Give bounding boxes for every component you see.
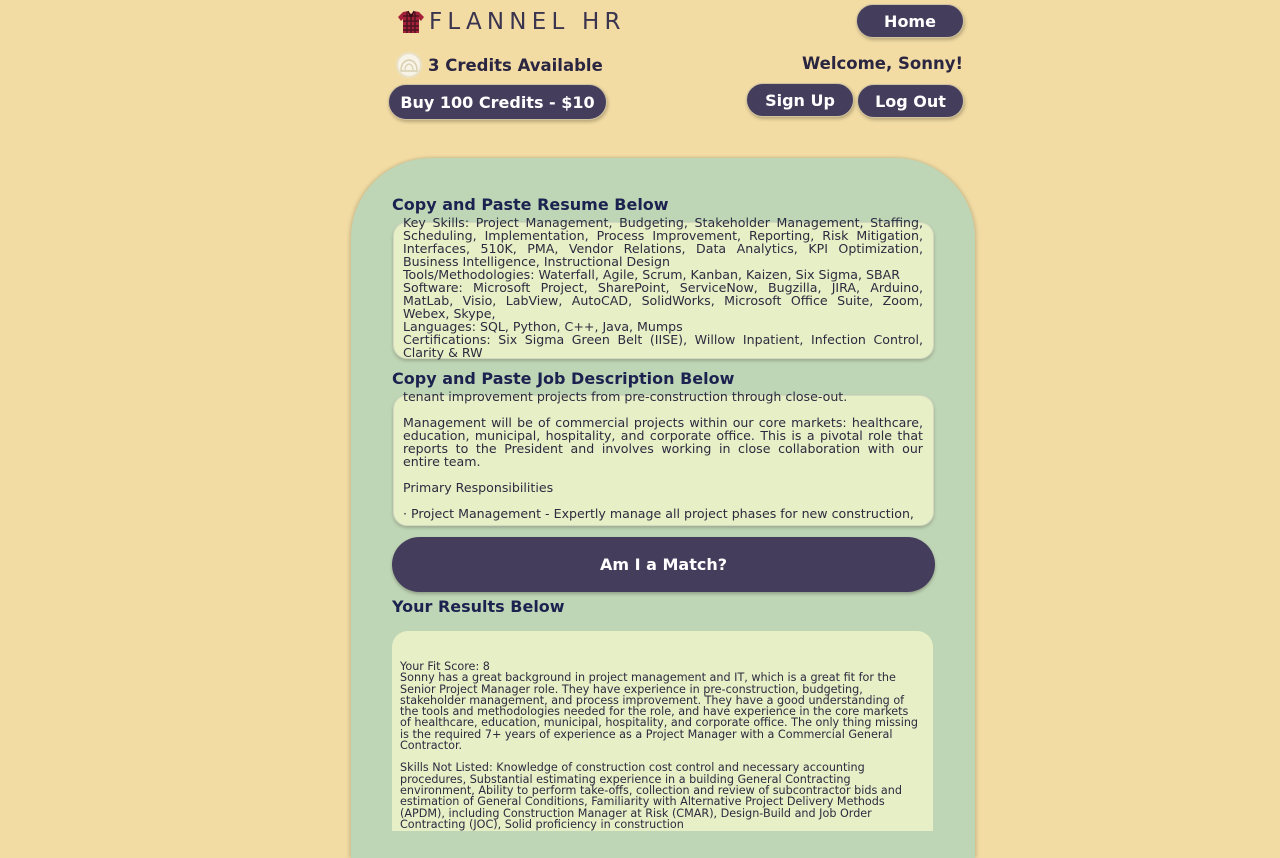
logo[interactable] <box>397 9 626 35</box>
flannel-shirt-icon <box>397 10 425 34</box>
buy-credits-button[interactable]: Buy 100 Credits - $10 <box>388 84 607 120</box>
welcome-text: Welcome, Sonny! <box>802 54 963 73</box>
am-i-a-match-button[interactable]: Am I a Match? <box>392 537 935 592</box>
results-skills-not-listed: Skills Not Listed: Knowledge of construction cost control and necessary accounting procedures, Substantial estimating experience in a building General Contracting environment, Ability to perform take-offs, collection and review of subcontractor bids and estimation of General Conditions, Familiarity with Alternative Project Delivery Methods (APDM), including Construction Manager at Risk (CMAR), Design-Build and Job Order Contracting (JOC), Solid proficiency in construction <box>400 761 906 831</box>
credits-text: 3 Credits Available <box>428 55 603 75</box>
credits-display <box>396 52 603 78</box>
results-label: Your Results Below <box>392 597 565 616</box>
log-out-button[interactable]: Log Out <box>857 84 964 118</box>
resume-label: Copy and Paste Resume Below <box>392 195 669 214</box>
results-panel <box>392 631 933 831</box>
sign-up-button[interactable]: Sign Up <box>746 83 854 117</box>
logo-text: FLANNEL HR <box>429 9 626 35</box>
resume-textarea[interactable] <box>393 215 934 360</box>
job-description-text: tenant improvement projects from pre-construction through close-out. Management will be of commercial projects within our core markets: healthcare, education, municipal, hospitality, and corporate office. This is a pivotal role that reports to the President and involves working in close collaboration with our entire team. Primary Responsibilities · Project Management - Expertly manage all project phases for new construction, <box>403 389 923 521</box>
home-button[interactable]: Home <box>856 4 964 38</box>
coin-icon <box>396 52 422 78</box>
results-fit-summary: Your Fit Score: 8 Sonny has a great background in project management and IT, which is a great fit for the Senior Project Manager role. They have experience in pre-construction, budgeting, stakeholder management, and process improvement. They have a good understanding of the tools and methodologies needed for the role, and have experience in the core markets of healthcare, education, municipal, hospitality, and corporate office. The only thing missing is the required 7+ years of experience as a Project Manager with a Commercial General Contractor. <box>400 660 919 753</box>
resume-text: Key Skills: Project Management, Budgeting, Stakeholder Management, Staffing, Scheduling, Implementation, Process Improvement, Reporting, Risk Mitigation, Interfaces, 510K, PMA, Vendor Relations, Data Analytics, KPI Optimization, Business Intelligence, Instructional Design Tools/Methodologies: Waterfall, Agile, Scrum, Kanban, Kaizen, Six Sigma, SBAR Software: Microsoft Project, SharePoint, ServiceNow, Bugzilla, JIRA, Arduino, MatLab, Visio, LabView, AutoCAD, SolidWorks, Microsoft Office Suite, Zoom, Webex, Skype, Languages: SQL, Python, C++, Java, Mumps Certifications: Six Sigma Green Belt (IISE), Willow Inpatient, Infection Control, Clarity & RW <box>403 215 923 360</box>
job-description-label: Copy and Paste Job Description Below <box>392 369 735 388</box>
job-description-textarea[interactable] <box>393 389 934 526</box>
